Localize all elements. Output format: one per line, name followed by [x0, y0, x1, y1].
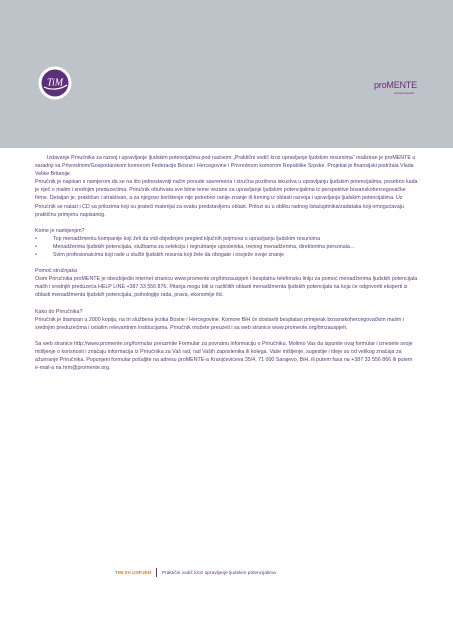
promente-logo-sub: social research: [394, 91, 415, 95]
svg-text:TiM: TiM: [46, 77, 64, 89]
intro-section: [35, 154, 418, 219]
bullet-mark: •: [35, 243, 37, 250]
header-band: [0, 0, 453, 148]
audience-heading: Kome je namijenjen?: [35, 227, 85, 234]
list-item: [35, 243, 418, 251]
bullet-mark: •: [35, 252, 37, 259]
bullet-text: Svim profesionalcima koji rade u službi ljudskih resursa koji žele da obogate i osvježe svoje znanje: [53, 252, 285, 259]
page-footer: [115, 568, 375, 580]
feedback-section: [35, 340, 418, 372]
howto-heading: Kako do Priručnika?: [35, 308, 83, 315]
intro-paragraph-2: Priručnik je napisan s namjerom da se na što jednostavniji način ponude savremena i stručna pozitivna iskustva u upravljanju ljudskim potencijalima, posebno kada je riječ o malim i srednjim preduzećima. Priručnik obuhvata sve bitne teme vezane za upravljanje ljudskim potencijalima iz perspektive bosanskohercegovačke firme. Detaljan je, praktičan i atraktivan, a za njegovo korištenje nije potrebno ranije znanje ili trening iz oblasti razvoja i upravljanja ljudskim potencijalima. Uz Priručnik se nalazi i CD sa prilozima koji su prateći materijal za svaku predstavljenu oblast. Prilozi su u obliku radnog lista/upitnika/zadataka koji omogućavaju praktičnu primjenu napisanog.: [35, 179, 418, 218]
list-item: [35, 251, 418, 259]
body-text: [35, 154, 418, 372]
promente-logo-text: proMENTE: [374, 80, 417, 90]
footer-tag: TIM ZA USPJEH: [115, 571, 152, 576]
support-paragraph: Osim Priručnika proMENTE je obezbijedio internet stranicu www.promente.org/timzauspjeh i besplatnu telefonsku liniju za pomoć menadžerima ljudskih potencijala malih i srednjih preduzeća HELP LINE +387 33 556 876. Pitanja mogu biti iz različitih oblasti menadžmenta ljudskih potencijala na koja će odgovoriti eksperti iz oblasti menadžmenta ljudskih potencijala, psihologije rada, prava, ekonomije itd.: [35, 276, 418, 299]
support-heading: Pomoć stručnjaka: [35, 268, 78, 275]
howto-section: [35, 308, 418, 332]
list-item: [35, 235, 418, 243]
feedback-paragraph: Sa web stranice http://www.promente.org/formular preuzmite Formular za povratnu informaciju o Priručniku. Molimo Vas da ispunite ovaj formular i iznesete svoje mišljenje o korisnosti i značaju informacija iz Priručnika za Vaš rad, rad Vaših zaposlenika ili kolega. Vaše mišljenje, sugestije i ideje su od velikog značaja za ažuriranje Priručnika. Popunjeni formular pošaljite na adresu proMENTE-a Kranjčevićeva 35/4, 71 000 Sarajevo, BiH, ili putem faxa na +387 33 556 866 ili putem e-mail-a na hrm@promente.org.: [35, 340, 413, 372]
bullet-text: Top menadžmentu kompanije koji želi da vidi objedinjen pregled ključnih pojmova o upravljanju ljudskim resursima: [53, 235, 321, 242]
footer-divider: [156, 568, 157, 577]
howto-paragraph: Priručnik je štampan u 2000 kopija, na tri službena jezika Bosne i Hercegovine. Komore BiH će dostaviti besplatan primjerak bosanskohercegovačkim malim i srednjim preduzećima i ostalim relevantnim institucijama. Priručnik možete preuzeti i sa web stranice www.promente.org/timzauspjeh.: [35, 316, 404, 331]
bullet-text: Menadžerima ljudskih potencijala, službama za selekciju i regrutiranje uposlenika, trening menadžerima, direktorima personala...: [53, 243, 355, 250]
audience-section: [35, 227, 418, 259]
tim-logo-icon: [38, 66, 72, 100]
bullet-mark: •: [35, 235, 37, 242]
footer-title: Praktični vodič kroz upravljanje ljudskim potencijalima: [161, 571, 276, 576]
intro-paragraph-1: Izdavanje Priručnika za razvoj i upravljanje ljudskim potencijalima pod nazivom „Praktični vodič kroz upravljanje ljudskim resursima“ realiziran je proMENTE u saradnji sa Privrednom/Gospodarskom komorom Federacije Bosne i Hercegovine i Privrednom komorom Republike Srpske. Projekat je finansijski podržala Vlada Velike Britanije.: [35, 155, 416, 178]
promente-logo: [374, 76, 436, 100]
support-section: [35, 267, 418, 299]
